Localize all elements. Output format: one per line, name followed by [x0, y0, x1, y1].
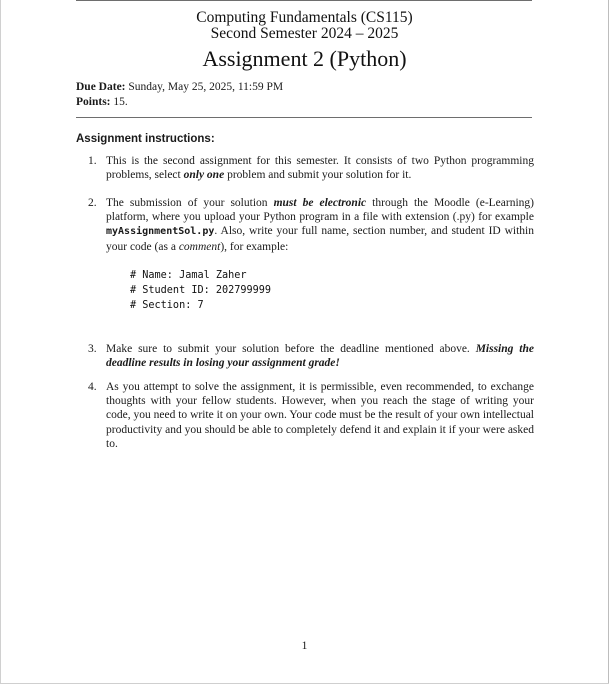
code-line: # Section: 7 [130, 300, 204, 311]
instruction-item-3 [88, 342, 534, 370]
item-number: 1. [88, 155, 97, 167]
instruction-item-4 [88, 380, 534, 451]
code-example [130, 268, 271, 313]
semester-label: Second Semester 2024 – 2025 [210, 25, 399, 42]
emphasis-text: only one [183, 169, 225, 182]
example-filename: myAssignmentSol.py [106, 226, 215, 238]
emphasis-text: Missing the deadline results in losing your assignment grade! [106, 343, 534, 370]
course-title: Computing Fundamentals (CS115) [196, 9, 413, 26]
points-value: 15. [113, 96, 128, 108]
item-text [106, 342, 534, 370]
due-date-value: Sunday, May 25, 2025, 11:59 PM [128, 81, 284, 93]
assignment-title: Assignment 2 (Python) [202, 46, 407, 71]
code-line: # Student ID: 202799999 [130, 285, 272, 296]
page-edge-left [0, 0, 1, 684]
instruction-item-1 [88, 154, 534, 182]
due-date [76, 80, 283, 94]
points-label: Points: [76, 96, 111, 108]
item-text-part: Make sure to submit your solution before the deadline mentioned above. [106, 343, 476, 355]
top-rule [76, 0, 532, 1]
item-text-part: The submission of your solution [106, 197, 274, 209]
code-line: # Name: Jamal Zaher [130, 270, 247, 281]
points [76, 95, 128, 109]
item-text-part: This is the second assignment for this semester. It consists of two Python programming problems, select [106, 155, 534, 182]
item-text-part: problem and submit your solution for it. [224, 169, 412, 182]
item-text [106, 154, 534, 182]
page-number: 1 [301, 640, 308, 652]
item-number: 4. [88, 381, 97, 393]
item-text [106, 196, 534, 254]
item-number: 2. [88, 197, 97, 209]
instructions-heading: Assignment instructions: [76, 133, 215, 145]
comment-word: comment [178, 240, 221, 253]
section-divider [76, 117, 532, 118]
item-text-part: through the Moodle (e-Learning) platform, where you upload your Python program in a file with extension (.py) for example [106, 197, 534, 224]
instruction-item-2 [88, 196, 534, 254]
item-text: As you attempt to solve the assignment, it is permissible, even recommended, to exchange thoughts with your fellow students. However, when you reach the stage of writing your code, you need to write it on your own. Your code must be the result of your own intellectual productivity and you should be able to completely defend it and explain it if your were asked to. [106, 381, 534, 450]
item-text-part: . Also, write your full name, section number, and student ID within your code (as a [106, 225, 534, 253]
emphasis-text: must be electronic [273, 197, 367, 209]
due-date-label: Due Date: [76, 81, 126, 93]
item-number: 3. [88, 343, 97, 355]
item-text-part: ), for example: [220, 240, 289, 253]
